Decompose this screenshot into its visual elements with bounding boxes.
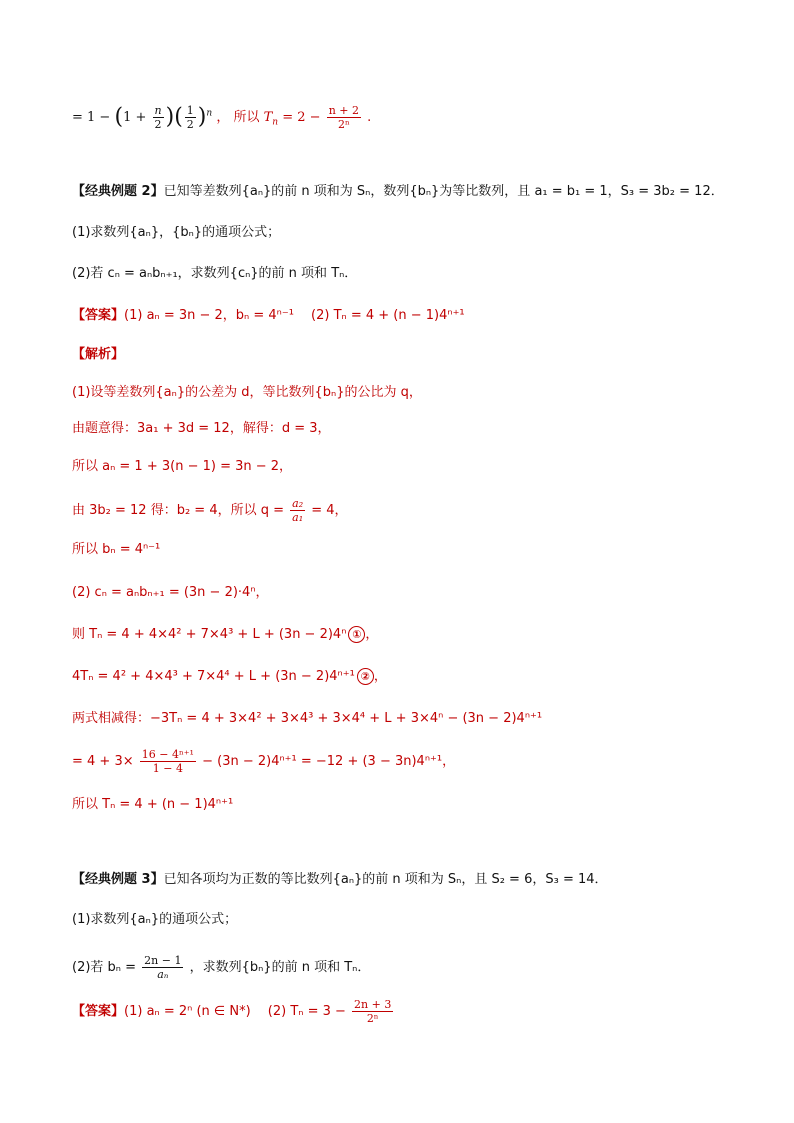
solution-final-line: = 1 − (1 + $\frac{n}{2}$ )( $\frac{1}{2}$ )$^n$ ， 所以 $T_n = 2$ − $\frac{n + 2}{\text{2ⁿ}}$ . <box>72 104 372 131</box>
solution-step-8: 4Tₙ = 4² + 4×4³ + 7×4⁴ + L + (3n − 2)4ⁿ⁺¹ ② ， <box>72 669 387 684</box>
fraction-tn: $\frac{n + 2}{\text{2ⁿ}}$ <box>328 104 359 131</box>
example-3-title: 【经典例题 3】 <box>72 872 164 887</box>
solution-step-11: 所以 Tₙ = 4 + (n − 1)4ⁿ⁺¹ <box>72 797 234 812</box>
circled-two-marker: ② <box>357 668 374 685</box>
example-2-statement <box>72 183 724 201</box>
example-3-text: 已知各项均为正数的等比数列{aₙ}的前 n 项和为 Sₙ，且 S₂ = 6，S₃ = 14． <box>163 872 608 887</box>
solution-step-7: 则 Tₙ = 4 + 4×4² + 7×4³ + L + (3n − 2)4ⁿ ① ， <box>72 627 379 642</box>
example-3-question-1: (1)求数列{aₙ}的通项公式； <box>72 912 238 927</box>
exponent: n <box>206 108 213 119</box>
solution-step-1: (1)设等差数列{aₙ}的公差为 d，等比数列{bₙ}的公比为 q， <box>72 385 422 400</box>
expr-part: 1 + <box>123 110 147 125</box>
answer-label: 【答案】 <box>72 1004 125 1019</box>
solution-step-2: 由题意得：3a₁ + 3d = 12，解得：d = 3， <box>72 421 331 436</box>
suoyi-text: 所以 <box>233 110 260 125</box>
fraction-q: $\frac{\text{a₂}}{\text{a₁}}$ <box>292 497 304 524</box>
solution-step-3: 所以 aₙ = 1 + 3(n − 1) = 3n − 2， <box>72 459 293 474</box>
fraction-tn-answer: $\frac{2n + 3}{\text{2ⁿ}}$ <box>354 998 392 1025</box>
example-3-question-2: (2)若 bₙ = $\frac{2n - 1}{\text{aₙ}}$ ，求数列{bₙ}的前 n 项和 Tₙ． <box>72 954 371 981</box>
example-2-title: 【经典例题 2】 <box>72 184 164 199</box>
example-2-text: 已知等差数列{aₙ}的前 n 项和为 Sₙ，数列{bₙ}为等比数列，且 a₁ = b₁ = 1，S₃ = 3b₂ = 12． <box>163 184 724 199</box>
answer-label: 【答案】 <box>72 308 125 323</box>
example-3-statement <box>72 871 608 889</box>
solution-step-6: (2) cₙ = aₙbₙ₊₁ = (3n − 2)·4ⁿ， <box>72 585 269 600</box>
analysis-label: 【解析】 <box>72 347 125 362</box>
fraction-bn: $\frac{2n - 1}{\text{aₙ}}$ <box>144 954 182 981</box>
solution-step-4: 由 3b₂ = 12 得：b₂ = 4，所以 q = $\frac{\text{a₂}}{\text{a₁}}$ = 4， <box>72 497 348 524</box>
solution-step-10: = 4 + 3× $\frac{\text{16 − 4ⁿ⁺¹}}{1 - 4}$ − (3n − 2)4ⁿ⁺¹ = −12 + (3 − 3n)4ⁿ⁺¹， <box>72 748 456 775</box>
fraction-half: $\frac{1}{2}$ <box>186 104 194 131</box>
expr-part: = 1 − <box>72 110 111 125</box>
example-2-answer <box>72 307 465 325</box>
example-3-answer <box>72 998 395 1025</box>
solution-step-9: 两式相减得：−3Tₙ = 4 + 3×4² + 3×4³ + 3×4⁴ + L + 3×4ⁿ − (3n − 2)4ⁿ⁺¹ <box>72 711 543 726</box>
example-2-question-2: (2)若 cₙ = aₙbₙ₊₁，求数列{cₙ}的前 n 项和 Tₙ． <box>72 266 358 281</box>
fraction-geometric-sum: $\frac{\text{16 − 4ⁿ⁺¹}}{1 - 4}$ <box>141 748 194 775</box>
solution-step-5: 所以 bₙ = 4ⁿ⁻¹ <box>72 542 161 557</box>
fraction-n-over-2: $\frac{n}{2}$ <box>154 104 162 131</box>
answer-text: (1) aₙ = 3n − 2，bₙ = 4ⁿ⁻¹ (2) Tₙ = 4 + (n − 1)4ⁿ⁺¹ <box>124 308 465 323</box>
answer-text: (1) aₙ = 2ⁿ (n ∈ N*) (2) Tₙ = 3 − <box>124 1004 346 1019</box>
example-2-question-1: (1)求数列{aₙ}，{bₙ}的通项公式； <box>72 225 281 240</box>
circled-one-marker: ① <box>348 626 365 643</box>
